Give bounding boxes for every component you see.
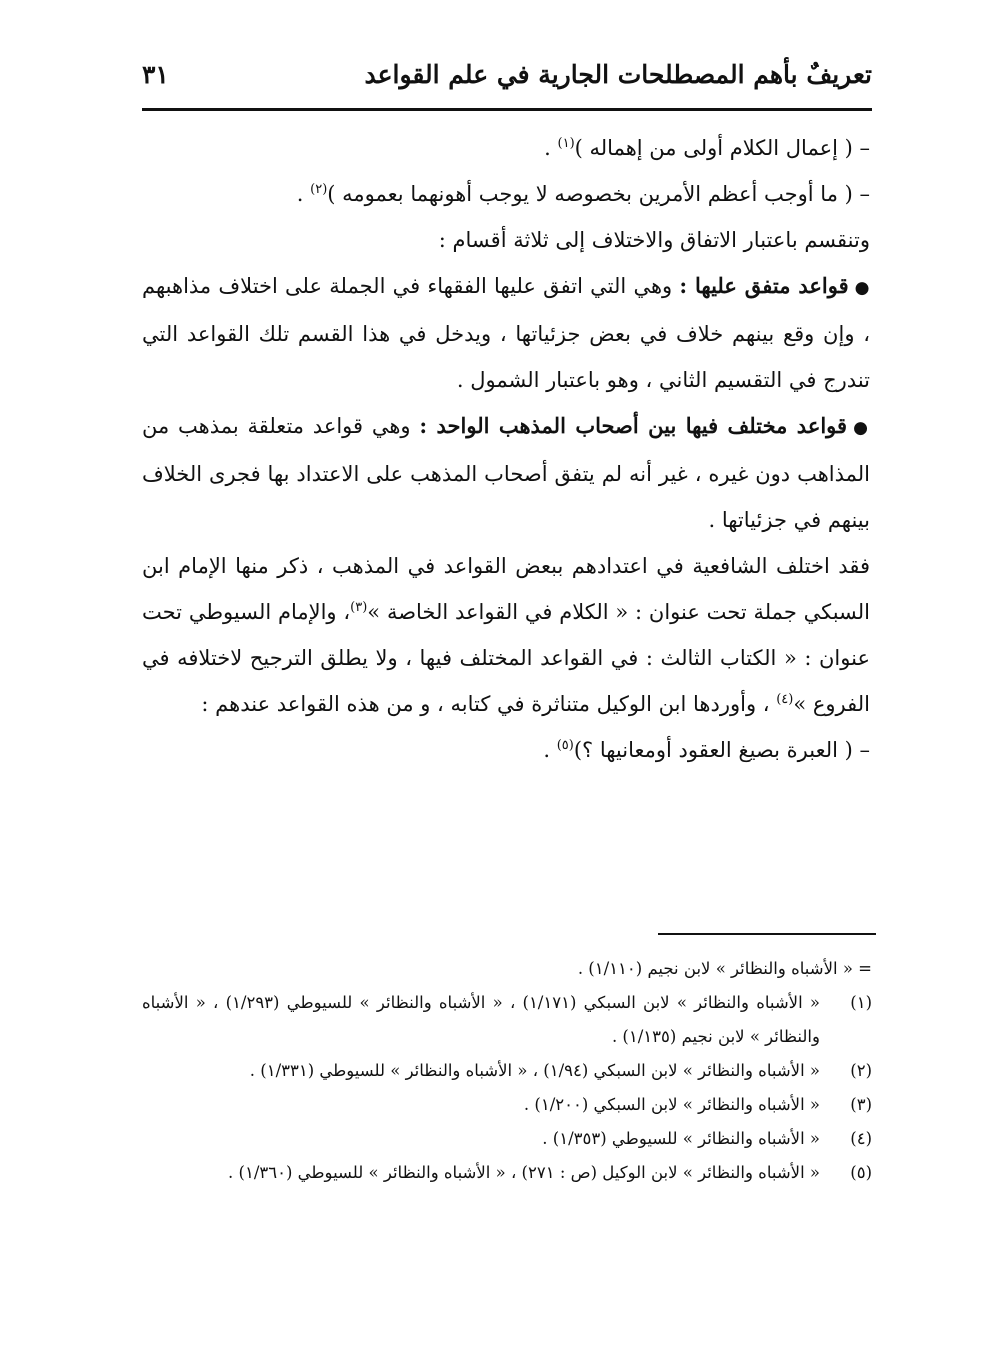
footnote-text: « الأشباه والنظائر » لابن الوكيل (ص : ٢٧١) ، « الأشباه والنظائر » للسيوطي (١/٣٦٠) . [228,1163,820,1182]
footnote-text: « الأشباه والنظائر » لابن السبكي (١/٩٤) ، « الأشباه والنظائر » للسيوطي (١/٣٣١) . [249,1061,820,1080]
disputed-rules-text: وهي قواعد متعلقة بمذهب من المذاهب دون غيره ، غير أنه لم يتفق أصحاب المذهب على الاعتداد بها فجرى الخلاف بينهم في جزئياتها . [142,414,870,532]
main-text [142,125,870,773]
shafii-text-a: فقد اختلف الشافعية في اعتدادهم ببعض القواعد في المذهب ، ذكر منها الإمام ابن السبكي جملة تحت عنوان : « الكلام في القواعد الخاصة » [142,554,871,624]
footnote-ref-3[interactable]: (٣) [350,600,368,615]
footnote-number: (٢) [850,1061,872,1080]
footnote-number: (١) [850,993,872,1012]
rule-end-1: . [544,136,558,160]
footnote-continuation-text: = « الأشباه والنظائر » لابن نجيم (١/١١٠) . [577,959,872,978]
rule-end-2: . [296,182,311,206]
footnote-text: « الأشباه والنظائر » لابن السبكي (١/١٧١) ، « الأشباه والنظائر » للسيوطي (١/٢٩٣) ، « الأشباه والنظائر » لابن نجيم (١/١٣٥) . [142,993,820,1046]
footnote-item [142,1156,872,1190]
footnote-ref-4[interactable]: (٤) [776,692,794,707]
agreed-rules-heading: قواعد متفق عليها : [679,273,849,298]
intro-line: وتنقسم باعتبار الاتفاق والاختلاف إلى ثلاثة أقسام : [438,228,870,252]
page-number: ٣١ [142,60,169,89]
footnote-item [142,986,872,1054]
footnote-item [142,1122,872,1156]
footnote-text: « الأشباه والنظائر » للسيوطي (١/٣٥٣) . [542,1129,820,1148]
rule-text-1: – ( إعمال الكلام أولى من إهماله ) [574,136,870,160]
header-divider [142,108,872,111]
rule-text-2: – ( ما أوجب أعظم الأمرين بخصوصه لا يوجب أهونهما بعمومه ) [327,182,870,206]
shafii-text-b: ، والإمام السيوطي تحت عنوان : « الكتاب الثالث : في القواعد المختلف فيها ، ولا يطلق الترجيح لاختلافه في الفروع » [142,600,870,716]
header-title: تعريفٌ بأهم المصطلحات الجارية في علم القواعد [364,60,872,89]
rule-line-2 [142,171,870,217]
disputed-rules-heading: قواعد مختلف فيها بين أصحاب المذهب الواحد : [419,413,848,438]
footnote-ref-5[interactable]: (٥) [556,738,574,753]
rule-end-last: . [543,738,557,762]
paragraph-shafii [142,543,870,727]
rule-line-1 [142,125,870,171]
footnote-item [142,1088,872,1122]
footnote-divider [658,933,876,935]
rule-line-last [142,727,870,773]
footnote-number: (٣) [850,1095,872,1114]
footnote-item [142,1054,872,1088]
footnote-number: (٤) [850,1129,872,1148]
shafii-text-c: ، وأوردها ابن الوكيل متناثرة في كتابه ، و من هذه القواعد عندهم : [201,692,777,716]
agreed-rules-text: وهي التي اتفق عليها الفقهاء في الجملة على اختلاف مذاهبهم ، وإن وقع بينهم خلاف في بعض جزئياتها ، ويدخل في هذا القسم تلك القواعد التي تندرج في التقسيم الثاني ، وهو باعتبار الشمول . [142,274,870,392]
paragraph-disputed-rules [142,403,870,543]
rule-text-last: – ( العبرة بصيغ العقود أومعانيها ؟) [573,738,870,762]
bullet-icon: ● [854,278,870,298]
paragraph-agreed-rules [142,263,870,403]
footnote-ref-2[interactable]: (٢) [310,182,328,197]
running-header [142,58,872,102]
footnote-text: « الأشباه والنظائر » لابن السبكي (١/٢٠٠) . [523,1095,820,1114]
footnote-ref-1[interactable]: (١) [557,136,575,151]
bullet-icon: ● [853,418,871,438]
footnotes [142,952,872,1190]
footnote-continuation [142,952,872,986]
footnote-number: (٥) [850,1163,872,1182]
